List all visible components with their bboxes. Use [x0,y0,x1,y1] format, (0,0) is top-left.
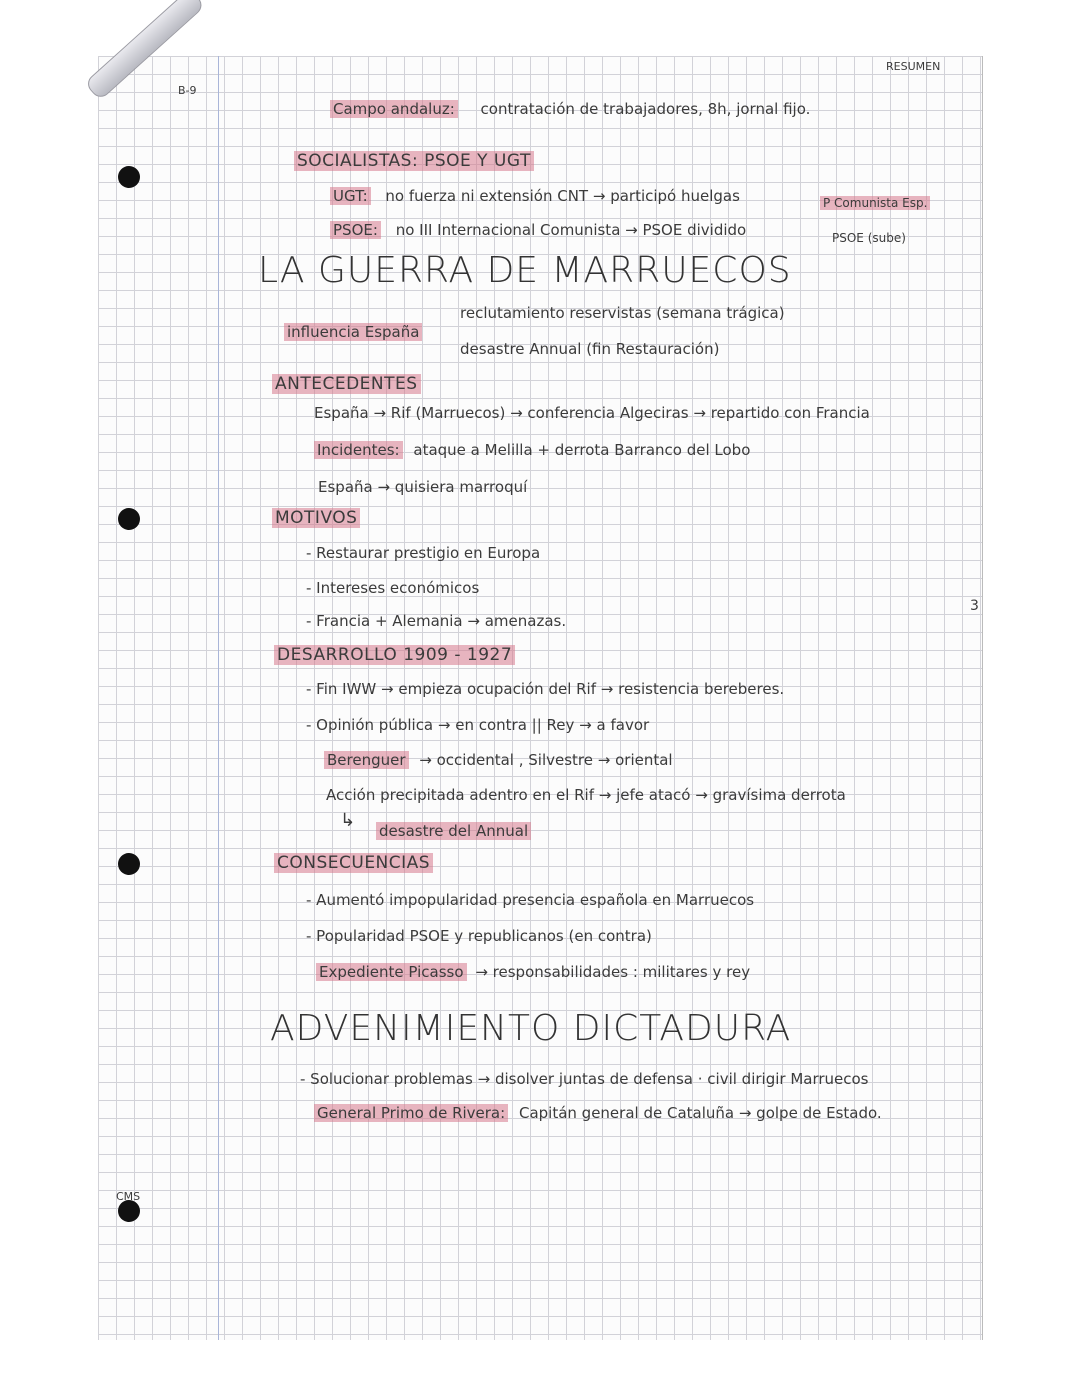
campo-line [330,100,810,118]
motivos-item-1: - Restaurar prestigio en Europa [306,544,541,562]
consecuencias-title: CONSECUENCIAS [274,853,433,873]
incidentes-text: ataque a Melilla + derrota Barranco del Lobo [413,441,751,459]
branch-psoe: PSOE (sube) [832,231,906,245]
margin-line [218,56,219,1340]
consecuencias-line-1: - Aumentó impopularidad presencia española en Marruecos [306,891,755,909]
ugt-line [330,187,740,205]
antecedentes-line-1: España → Rif (Marruecos) → conferencia Algeciras → repartido con Francia [314,404,870,422]
desarrollo-title: DESARROLLO 1909 - 1927 [274,645,515,665]
arrow-down-right-icon: ↳ [340,810,356,831]
consecuencias-line-3 [316,963,750,981]
psoe-line [330,221,746,239]
desastre-annual: desastre del Annual [376,822,531,840]
dictadura-title: ADVENIMIENTO DICTADURA [270,1008,792,1049]
antecedentes-title: ANTECEDENTES [272,374,421,394]
desarrollo-line-1: - Fin IWW → empieza ocupación del Rif → resistencia bereberes. [306,680,785,698]
branch-pce: P Comunista Esp. [820,196,930,210]
ugt-label: UGT: [330,187,371,205]
motivos-title: MOTIVOS [272,508,360,528]
motivos-item-3: - Francia + Alemania → amenazas. [306,612,567,630]
desarrollo-line-3 [324,751,673,769]
incidentes-label: Incidentes: [314,441,403,459]
expediente-label: Expediente Picasso [316,963,467,981]
consecuencias-line-2: - Popularidad PSOE y republicanos (en contra) [306,927,652,945]
general-label: General Primo de Rivera: [314,1104,508,1122]
dictadura-line-2 [314,1104,882,1122]
influencia-label: influencia España [284,323,422,341]
notebook-paper [98,56,983,1340]
general-text: Capitán general de Cataluña → golpe de Estado. [518,1104,882,1122]
binder-hole [118,508,140,530]
campo-text: contratación de trabajadores, 8h, jornal fijo. [480,100,811,118]
berenguer-text: → occidental , Silvestre → oriental [419,751,673,769]
brand-label: CMS [116,1190,141,1203]
ugt-text: no fuerza ni extensión CNT → participó huelgas [385,187,740,205]
page-number: 3 [970,598,979,614]
influencia-item-1: reclutamiento reservistas (semana trágica) [460,304,785,322]
binder-hole [118,853,140,875]
date-note: B-9 [178,84,197,97]
desarrollo-line-4: Acción precipitada adentro en el Rif → jefe atacó → gravísima derrota [326,786,846,804]
psoe-text: no III Internacional Comunista → PSOE dividido [395,221,747,239]
psoe-label: PSOE: [330,221,381,239]
campo-label: Campo andaluz: [330,100,458,118]
expediente-text: → responsabilidades : militares y rey [475,963,751,981]
binder-hole [118,166,140,188]
socialistas-title: SOCIALISTAS: PSOE Y UGT [294,151,534,171]
motivos-item-2: - Intereses económicos [306,579,480,597]
antecedentes-line-3: España → quisiera marroquí [318,478,528,496]
summary-label: RESUMEN [886,60,941,73]
berenguer-label: Berenguer [324,751,409,769]
desarrollo-line-2: - Opinión pública → en contra || Rey → a favor [306,716,650,734]
dictadura-line-1: - Solucionar problemas → disolver juntas de defensa · civil dirigir Marruecos [300,1070,869,1088]
binder-hole [118,1200,140,1222]
antecedentes-line-2 [314,441,750,459]
marruecos-title: LA GUERRA DE MARRUECOS [258,250,792,291]
influencia-item-2: desastre Annual (fin Restauración) [460,340,720,358]
